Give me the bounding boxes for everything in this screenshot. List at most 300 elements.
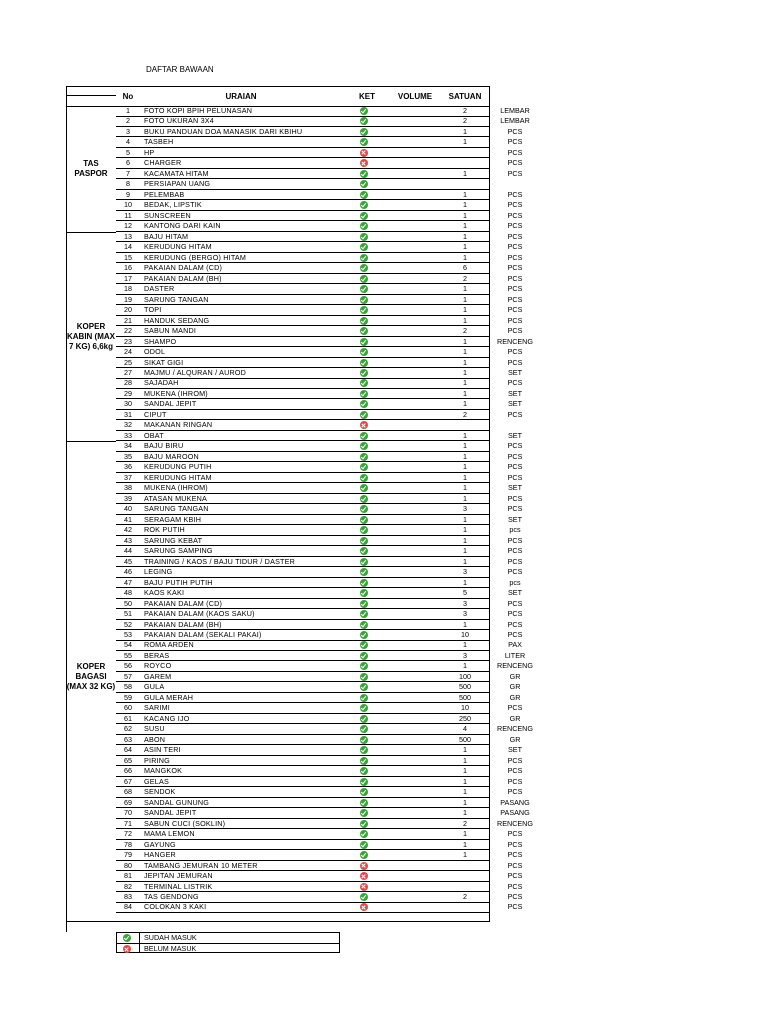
row-number: 48	[124, 588, 132, 598]
check-icon	[360, 128, 368, 136]
row-number: 35	[124, 451, 132, 461]
row-volume: 1	[463, 305, 467, 315]
row-number: 28	[124, 378, 132, 388]
check-icon	[360, 568, 368, 576]
row-item: ATASAN MUKENA	[144, 493, 208, 503]
row-unit: PCS	[507, 126, 523, 136]
row-unit: PCS	[507, 409, 523, 419]
legend	[116, 932, 340, 953]
table-row	[116, 116, 530, 127]
row-number: 65	[124, 755, 132, 765]
table-row	[116, 158, 523, 169]
row-item: PAKAIAN DALAM (CD)	[144, 263, 223, 273]
row-unit: PCS	[507, 787, 523, 797]
table-row	[116, 106, 530, 117]
row-unit: PCS	[507, 242, 523, 252]
row-volume: 1	[463, 577, 467, 587]
table-edge	[66, 922, 67, 932]
row-unit: GR	[509, 713, 521, 723]
row-volume: 1	[463, 388, 467, 398]
table-row	[116, 483, 522, 494]
row-number: 15	[124, 252, 132, 262]
table-row	[116, 630, 523, 641]
table-row	[116, 650, 526, 662]
row-item: MAMA LEMON	[144, 829, 195, 839]
row-unit: PCS	[507, 776, 523, 786]
row-item: KACAMATA HITAM	[144, 168, 209, 178]
row-number: 59	[124, 692, 132, 702]
row-volume: 1	[463, 797, 467, 807]
row-unit: PCS	[507, 441, 523, 451]
row-volume: 1	[463, 357, 467, 367]
row-unit: RENCENG	[497, 336, 533, 346]
row-item: CIPUT	[144, 409, 167, 419]
table-row	[116, 808, 530, 819]
table-row	[116, 567, 523, 578]
table-row	[116, 902, 523, 913]
check-icon	[360, 788, 368, 796]
row-number: 53	[124, 630, 132, 639]
check-icon	[360, 369, 368, 377]
table-row	[116, 378, 523, 389]
table-row	[116, 546, 523, 557]
row-unit: PCS	[507, 252, 523, 262]
row-number: 33	[124, 430, 132, 440]
row-number: 51	[124, 609, 132, 619]
check-icon	[360, 463, 368, 471]
row-unit: PCS	[507, 284, 523, 294]
row-unit: PCS	[507, 703, 523, 713]
table-row	[116, 881, 523, 893]
row-unit: SET	[508, 483, 522, 493]
row-unit: PCS	[507, 357, 523, 367]
row-unit: PCS	[507, 158, 523, 168]
table-row	[116, 577, 521, 589]
page-title: DAFTAR BAWAAN	[146, 65, 214, 74]
row-volume: 2	[463, 273, 467, 283]
row-unit: PCS	[507, 902, 523, 912]
check-icon	[360, 359, 368, 367]
row-volume: 3	[463, 609, 467, 619]
row-number: 17	[124, 273, 132, 283]
check-icon	[360, 851, 368, 859]
cross-icon	[360, 862, 368, 870]
row-item: HANDUK SEDANG	[144, 315, 210, 325]
cross-icon	[360, 159, 368, 167]
row-item: KERUDUNG HITAM	[144, 472, 212, 482]
cross-icon	[123, 945, 131, 953]
row-volume: 4	[463, 724, 467, 734]
check-icon	[360, 222, 368, 230]
check-icon	[360, 893, 368, 901]
table-row	[116, 126, 523, 138]
row-item: BAJU PUTIH PUTIH	[144, 577, 213, 587]
table-row	[116, 535, 523, 547]
row-volume: 1	[463, 168, 467, 178]
table-row	[116, 588, 522, 599]
row-number: 83	[124, 892, 132, 901]
row-number: 34	[124, 441, 132, 451]
check-icon	[360, 180, 368, 188]
row-item: BAJU HITAM	[144, 231, 189, 241]
table-row	[116, 787, 523, 798]
row-item: DASTER	[144, 284, 175, 294]
row-number: 14	[124, 242, 132, 252]
check-icon	[360, 191, 368, 199]
row-unit: PCS	[507, 221, 523, 231]
row-number: 24	[124, 347, 132, 357]
table-row	[116, 347, 523, 358]
row-item: TERMINAL LISTRIK	[144, 881, 213, 891]
row-volume: 1	[463, 556, 467, 566]
row-item: ROYCO	[144, 661, 172, 671]
row-item: SUSU	[144, 724, 165, 734]
check-icon	[360, 495, 368, 503]
row-volume: 500	[459, 682, 471, 692]
row-item: COLOKAN 3 KAKI	[144, 902, 207, 912]
table-row	[116, 189, 523, 201]
table-row	[116, 472, 523, 484]
row-volume: 1	[463, 766, 467, 776]
row-item: LEGING	[144, 567, 173, 577]
table-row	[116, 147, 523, 159]
check-icon	[360, 715, 368, 723]
check-icon	[360, 547, 368, 555]
legend-label-ok: SUDAH MASUK	[144, 933, 197, 942]
table-row	[116, 420, 490, 431]
row-unit: LEMBAR	[500, 116, 530, 126]
row-volume: 1	[463, 189, 467, 199]
check-icon	[360, 621, 368, 629]
row-number: 1	[126, 106, 130, 115]
row-volume: 500	[459, 734, 471, 744]
row-item: PAKAIAN DALAM (KAOS SAKU)	[144, 609, 255, 619]
table-row	[116, 336, 533, 348]
table-row	[116, 818, 533, 830]
row-unit: PCS	[507, 546, 523, 556]
row-item: SARUNG TANGAN	[144, 504, 209, 514]
check-icon	[360, 327, 368, 335]
table-row	[116, 525, 521, 536]
table-row	[116, 797, 530, 809]
row-number: 9	[126, 189, 130, 199]
table-row	[116, 829, 523, 840]
row-number: 80	[124, 860, 132, 870]
row-number: 58	[124, 682, 132, 692]
row-volume: 1	[463, 755, 467, 765]
row-volume: 2	[463, 892, 467, 901]
row-volume: 3	[463, 650, 467, 660]
row-item: HANGER	[144, 850, 176, 860]
row-volume: 2	[463, 106, 467, 115]
table-row	[116, 137, 523, 148]
row-item: PAKAIAN DALAM (SEKALI PAKAI)	[144, 630, 262, 639]
check-icon	[360, 662, 368, 670]
table-row	[116, 210, 523, 222]
row-unit: SET	[508, 368, 522, 377]
row-unit: PASANG	[500, 808, 530, 818]
row-item: MAJMU / ALQURAN / AUROD	[144, 368, 247, 377]
row-unit: PCS	[507, 829, 523, 839]
check-icon	[360, 610, 368, 618]
row-volume: 1	[463, 525, 467, 535]
row-number: 25	[124, 357, 132, 367]
row-unit: LEMBAR	[500, 106, 530, 115]
row-volume: 1	[463, 221, 467, 231]
row-volume: 1	[463, 231, 467, 241]
row-volume: 1	[463, 441, 467, 451]
cross-icon	[360, 872, 368, 880]
table-row	[116, 430, 522, 442]
row-volume: 5	[463, 588, 467, 598]
row-unit: PCS	[507, 315, 523, 325]
check-icon	[360, 820, 368, 828]
table-row	[116, 682, 521, 693]
row-number: 81	[124, 871, 132, 881]
row-number: 72	[124, 829, 132, 839]
check-icon	[360, 505, 368, 513]
check-icon	[360, 285, 368, 293]
check-icon	[360, 673, 368, 681]
row-item: BERAS	[144, 650, 170, 660]
row-item: PELEMBAB	[144, 189, 185, 199]
table-row	[116, 640, 522, 651]
row-item: OBAT	[144, 430, 164, 440]
row-unit: pcs	[509, 577, 521, 587]
row-unit: PCS	[507, 766, 523, 776]
row-item: SANDAL JEPIT	[144, 808, 197, 818]
table-row	[116, 745, 522, 756]
row-number: 61	[124, 713, 132, 723]
row-unit: PCS	[507, 892, 523, 901]
row-unit: PCS	[507, 871, 523, 881]
check-icon	[360, 704, 368, 712]
table-row	[116, 451, 523, 463]
row-item: ASIN TERI	[144, 745, 181, 755]
row-volume: 1	[463, 430, 467, 440]
header-ket: KET	[359, 91, 375, 101]
row-unit: GR	[509, 671, 521, 681]
row-volume: 1	[463, 745, 467, 755]
check-icon	[360, 746, 368, 754]
row-unit: pcs	[509, 525, 521, 535]
check-icon	[360, 841, 368, 849]
check-icon	[360, 138, 368, 146]
row-volume: 1	[463, 483, 467, 493]
row-volume: 1	[463, 472, 467, 482]
row-item: SHAMPO	[144, 336, 177, 346]
table-row	[116, 294, 523, 306]
check-icon	[360, 453, 368, 461]
row-volume: 2	[463, 116, 467, 126]
check-icon	[360, 379, 368, 387]
row-number: 52	[124, 619, 132, 629]
table-row	[116, 200, 523, 211]
row-number: 71	[124, 818, 132, 828]
row-number: 43	[124, 535, 132, 545]
row-item: PERSIAPAN UANG	[144, 179, 211, 189]
row-item: BAJU BIRU	[144, 441, 184, 451]
check-icon	[360, 526, 368, 534]
row-unit: PCS	[507, 493, 523, 503]
table-row	[116, 326, 523, 337]
row-item: GAREM	[144, 671, 172, 681]
row-volume: 10	[461, 630, 469, 639]
row-number: 32	[124, 420, 132, 430]
row-unit: PCS	[507, 535, 523, 545]
row-item: PAKAIAN DALAM (BH)	[144, 273, 222, 283]
row-volume: 1	[463, 368, 467, 377]
row-number: 64	[124, 745, 132, 755]
row-number: 27	[124, 368, 132, 377]
table-row	[116, 399, 522, 410]
table-row	[116, 493, 523, 505]
row-unit: PCS	[507, 294, 523, 304]
row-unit: PCS	[507, 326, 523, 336]
check-icon	[360, 201, 368, 209]
row-unit: PCS	[507, 147, 523, 157]
check-icon	[360, 212, 368, 220]
row-volume: 1	[463, 535, 467, 545]
row-volume: 1	[463, 137, 467, 147]
legend-label-no: BELUM MASUK	[144, 944, 197, 953]
check-icon	[360, 767, 368, 775]
check-icon	[360, 757, 368, 765]
group-label: TAS PASPOR	[74, 158, 108, 178]
check-icon	[360, 254, 368, 262]
table-row	[116, 619, 523, 631]
row-number: 82	[124, 881, 132, 891]
row-number: 30	[124, 399, 132, 409]
check-icon	[123, 934, 131, 942]
row-number: 55	[124, 650, 132, 660]
row-item: TAS GENDONG	[144, 892, 199, 901]
row-unit: GR	[509, 734, 521, 744]
row-unit: PCS	[507, 755, 523, 765]
header-no: No	[122, 91, 134, 101]
group-label: KOPER BAGASI (MAX 32 KG)	[66, 662, 116, 692]
row-number: 68	[124, 787, 132, 797]
row-unit: PCS	[507, 137, 523, 147]
row-number: 18	[124, 284, 132, 294]
row-number: 11	[124, 210, 132, 220]
row-number: 37	[124, 472, 132, 482]
row-volume: 1	[463, 787, 467, 797]
row-item: TASBEH	[144, 137, 174, 147]
row-volume: 1	[463, 284, 467, 294]
row-unit: SET	[508, 745, 522, 755]
row-volume: 1	[463, 493, 467, 503]
row-item: FOTO UKURAN 3X4	[144, 116, 214, 126]
table-row	[116, 766, 523, 777]
check-icon	[360, 243, 368, 251]
row-item: TRAINING / KAOS / BAJU TIDUR / DASTER	[144, 556, 296, 566]
row-unit: SET	[508, 588, 522, 598]
row-number: 42	[124, 525, 132, 535]
header-uraian: URAIAN	[225, 91, 257, 101]
check-icon	[360, 516, 368, 524]
row-item: ODOL	[144, 347, 166, 357]
row-volume: 2	[463, 326, 467, 336]
table-row	[116, 231, 523, 243]
row-volume: 1	[463, 451, 467, 461]
row-number: 38	[124, 483, 132, 493]
row-volume: 100	[459, 671, 471, 681]
row-item: CHARGER	[144, 158, 182, 168]
row-volume: 2	[463, 818, 467, 828]
table-row	[116, 860, 523, 872]
row-volume: 1	[463, 378, 467, 388]
row-volume: 1	[463, 252, 467, 262]
row-volume: 1	[463, 839, 467, 849]
row-item: MAKANAN RINGAN	[144, 420, 213, 430]
check-icon	[360, 484, 368, 492]
row-volume: 3	[463, 598, 467, 608]
row-volume: 1	[463, 399, 467, 409]
row-item: ROK PUTIH	[144, 525, 185, 535]
row-unit: PCS	[507, 504, 523, 514]
row-item: MUKENA (IHROM)	[144, 388, 208, 398]
check-icon	[360, 778, 368, 786]
check-icon	[360, 170, 368, 178]
row-number: 45	[124, 556, 132, 566]
row-item: SARIMI	[144, 703, 170, 713]
row-unit: RENCENG	[497, 818, 533, 828]
row-item: SARUNG SAMPING	[144, 546, 213, 556]
row-number: 3	[126, 126, 130, 136]
row-number: 46	[124, 567, 132, 577]
row-item: BUKU PANDUAN DOA MANASIK DARI KBIHU	[144, 126, 303, 136]
row-item: PAKAIAN DALAM (CD)	[144, 598, 223, 608]
row-volume: 250	[459, 713, 471, 723]
row-unit: PASANG	[500, 797, 530, 807]
row-volume: 1	[463, 200, 467, 210]
row-unit: GR	[509, 682, 521, 692]
check-icon	[360, 432, 368, 440]
row-number: 23	[124, 336, 132, 346]
row-number: 7	[126, 168, 130, 178]
table-row	[116, 504, 523, 515]
row-volume: 1	[463, 294, 467, 304]
row-unit: PCS	[507, 200, 523, 210]
check-icon	[360, 317, 368, 325]
check-icon	[360, 641, 368, 649]
row-item: KERUDUNG (BERGO) HITAM	[144, 252, 247, 262]
row-item: ROMA ARDEN	[144, 640, 194, 650]
row-item: SARUNG TANGAN	[144, 294, 209, 304]
table-row	[116, 221, 523, 232]
row-volume: 1	[463, 640, 467, 650]
row-unit: PCS	[507, 598, 523, 608]
legend-item-ok	[117, 933, 339, 943]
check-icon	[360, 631, 368, 639]
check-icon	[360, 390, 368, 398]
row-item: SARUNG KEBAT	[144, 535, 203, 545]
row-volume: 1	[463, 336, 467, 346]
cross-icon	[360, 903, 368, 911]
row-number: 12	[124, 221, 132, 231]
row-item: SABUN CUCI (SOKLIN)	[144, 818, 226, 828]
check-icon	[360, 233, 368, 241]
check-icon	[360, 474, 368, 482]
table-row	[116, 388, 522, 400]
row-unit: PCS	[507, 305, 523, 315]
row-number: 62	[124, 724, 132, 734]
table-row	[116, 305, 523, 316]
row-number: 6	[126, 158, 130, 168]
row-volume: 1	[463, 242, 467, 252]
row-volume: 1	[463, 210, 467, 220]
